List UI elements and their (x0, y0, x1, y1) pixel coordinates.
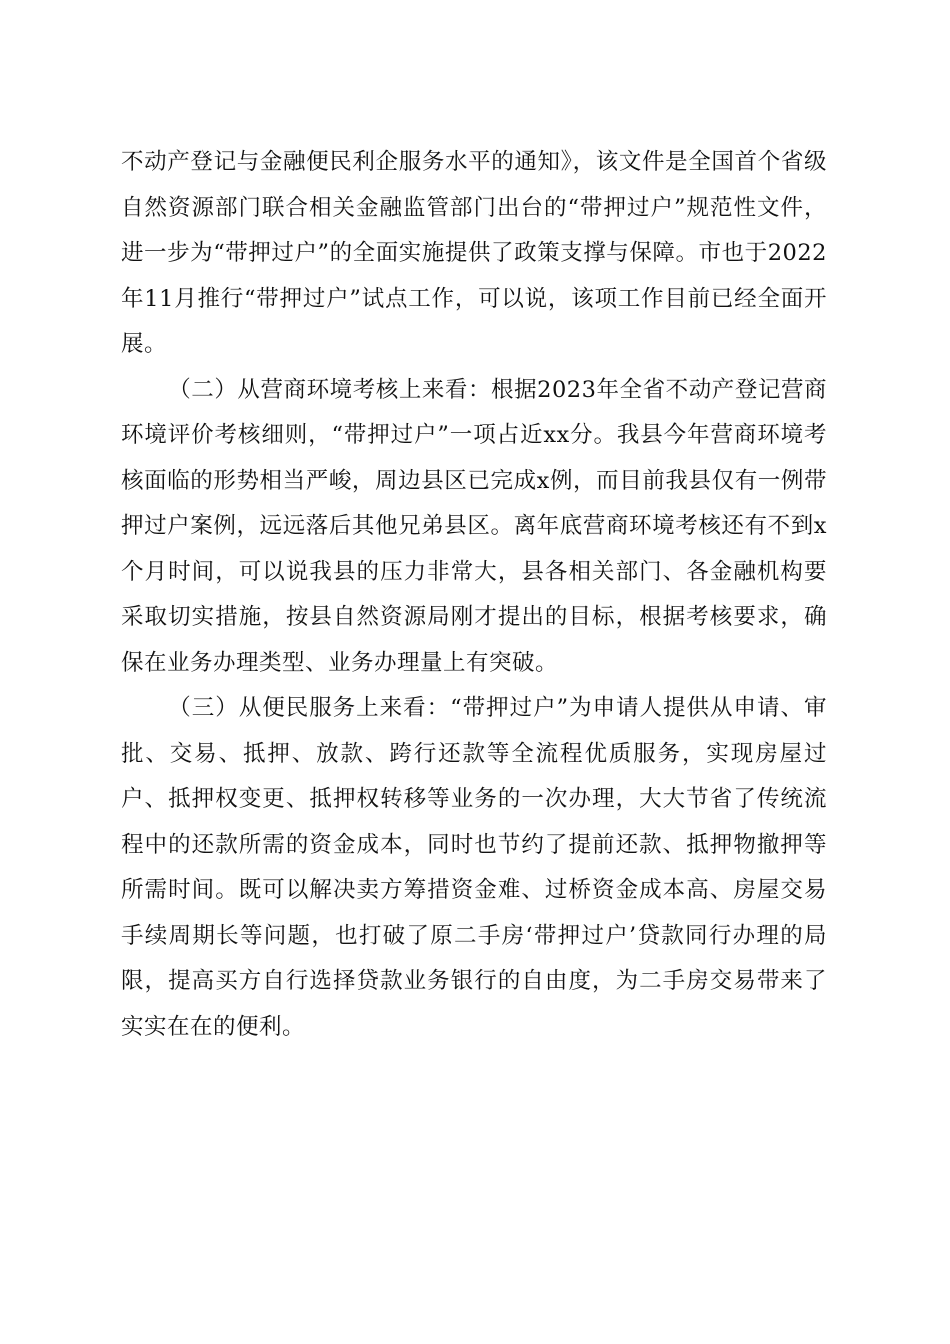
paragraph-convenience-service: （三）从便民服务上来看：“带押过户”为申请人提供从申请、审批、交易、抵押、放款、跨行还款等全流程优质服务，实现房屋过户、抵押权变更、抵押权转移等业务的一次办理，大大节省了传统流程中的还款所需的资金成本，同时也节约了提前还款、抵押物撤押等所需时间。既可以解决卖方筹措资金难、过桥资金成本高、房屋交易手续周期长等问题，也打破了原二手房‘带押过户’贷款同行办理的局限，提高买方自行选择贷款业务银行的自由度，为二手房交易带来了实实在在的便利。 (121, 695, 827, 1040)
paragraph-business-environment: （二）从营商环境考核上来看：根据2023年全省不动产登记营商环境评价考核细则，“带押过户”一项占近xx分。我县今年营商环境考核面临的形势相当严峻，周边县区已完成x例，而目前我县仅有一例带押过户案例，远远落后其他兄弟县区。离年底营商环境考核还有不到x个月时间，可以说我县的压力非常大，县各相关部门、各金融机构要采取切实措施，按县自然资源局刚才提出的目标，根据考核要求，确保在业务办理类型、业务办理量上有突破。 (121, 376, 827, 676)
paragraph-continuation: 不动产登记与金融便民利企服务水平的通知》，该文件是全国首个省级自然资源部门联合相关金融监管部门出台的“带押过户”规范性文件，进一步为“带押过户”的全面实施提供了政策支撑与保障。市也于2022年11月推行“带押过户”试点工作，可以说，该项工作目前已经全面开展。 (121, 149, 827, 357)
document-body (121, 140, 827, 1050)
